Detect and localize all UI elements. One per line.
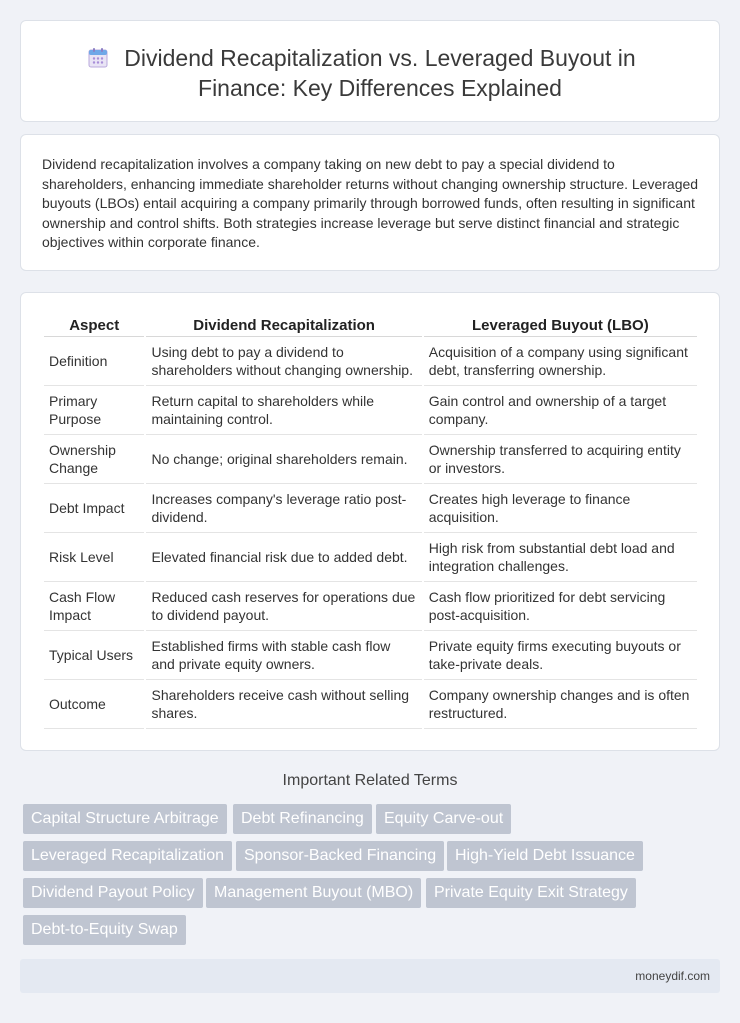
related-term-tag[interactable]: Leveraged Recapitalization bbox=[23, 841, 232, 871]
related-term-tag[interactable]: Debt Refinancing bbox=[233, 804, 372, 834]
table-row bbox=[44, 582, 697, 631]
row-dividend-recap: Using debt to pay a dividend to shareholders without changing ownership. bbox=[146, 337, 421, 386]
table-row bbox=[44, 386, 697, 435]
header-dividend-recap: Dividend Recapitalization bbox=[146, 315, 421, 337]
row-dividend-recap: Shareholders receive cash without selling shares. bbox=[146, 680, 421, 729]
related-terms-heading: Important Related Terms bbox=[282, 772, 458, 789]
row-aspect: Outcome bbox=[44, 680, 144, 729]
footer-site-link[interactable]: moneydif.com bbox=[635, 969, 710, 983]
row-aspect: Debt Impact bbox=[44, 484, 144, 533]
related-term-tag[interactable]: Sponsor-Backed Financing bbox=[236, 841, 444, 871]
row-lbo: Ownership transferred to acquiring entity or investors. bbox=[424, 435, 697, 484]
table-row bbox=[44, 533, 697, 582]
comparison-card bbox=[20, 292, 720, 751]
row-lbo: Cash flow prioritized for debt servicing post-acquisition. bbox=[424, 582, 697, 631]
table-row bbox=[44, 631, 697, 680]
row-aspect: Typical Users bbox=[44, 631, 144, 680]
header-aspect: Aspect bbox=[44, 315, 144, 337]
table-header-row bbox=[44, 315, 697, 337]
row-lbo: High risk from substantial debt load and integration challenges. bbox=[424, 533, 697, 582]
row-lbo: Private equity firms executing buyouts or take-private deals. bbox=[424, 631, 697, 680]
related-term-tag[interactable]: Equity Carve-out bbox=[376, 804, 511, 834]
table-row bbox=[44, 435, 697, 484]
row-lbo: Creates high leverage to finance acquisition. bbox=[424, 484, 697, 533]
row-aspect: Risk Level bbox=[44, 533, 144, 582]
row-lbo: Gain control and ownership of a target company. bbox=[424, 386, 697, 435]
row-dividend-recap: Reduced cash reserves for operations due to dividend payout. bbox=[146, 582, 421, 631]
row-aspect: Cash Flow Impact bbox=[44, 582, 144, 631]
row-dividend-recap: No change; original shareholders remain. bbox=[146, 435, 421, 484]
comparison-table bbox=[42, 315, 699, 729]
page-title: Dividend Recapitalization vs. Leveraged Buyout in Finance: Key Differences Explained bbox=[124, 45, 636, 101]
related-term-tag[interactable]: Management Buyout (MBO) bbox=[206, 878, 421, 908]
row-aspect: Ownership Change bbox=[44, 435, 144, 484]
table-row bbox=[44, 680, 697, 729]
header-lbo: Leveraged Buyout (LBO) bbox=[424, 315, 697, 337]
intro-card bbox=[20, 134, 720, 271]
row-lbo: Acquisition of a company using significant debt, transferring ownership. bbox=[424, 337, 697, 386]
row-dividend-recap: Increases company's leverage ratio post-dividend. bbox=[146, 484, 421, 533]
related-term-tag[interactable]: Debt-to-Equity Swap bbox=[23, 915, 186, 945]
row-dividend-recap: Elevated financial risk due to added debt. bbox=[146, 533, 421, 582]
row-aspect: Definition bbox=[44, 337, 144, 386]
intro-paragraph: Dividend recapitalization involves a company taking on new debt to pay a special dividend to shareholders, enhancing immediate shareholder returns without changing ownership structure. Leveraged buyouts (LBOs) entail acquiring a company primarily through borrowed funds, often resulting in significant ownership and control shifts. Both strategies increase leverage but serve distinct financial and strategic objectives within corporate finance. bbox=[42, 156, 699, 250]
footer bbox=[20, 959, 720, 993]
row-aspect: Primary Purpose bbox=[44, 386, 144, 435]
related-term-tag[interactable]: Private Equity Exit Strategy bbox=[426, 878, 636, 908]
row-lbo: Company ownership changes and is often restructured. bbox=[424, 680, 697, 729]
row-dividend-recap: Return capital to shareholders while maintaining control. bbox=[146, 386, 421, 435]
related-term-tag[interactable]: Capital Structure Arbitrage bbox=[23, 804, 227, 834]
related-term-tag[interactable]: Dividend Payout Policy bbox=[23, 878, 203, 908]
table-row bbox=[44, 337, 697, 386]
title-card bbox=[20, 20, 720, 122]
table-row bbox=[44, 484, 697, 533]
related-term-tag[interactable]: High-Yield Debt Issuance bbox=[447, 841, 643, 871]
row-dividend-recap: Established firms with stable cash flow and private equity owners. bbox=[146, 631, 421, 680]
